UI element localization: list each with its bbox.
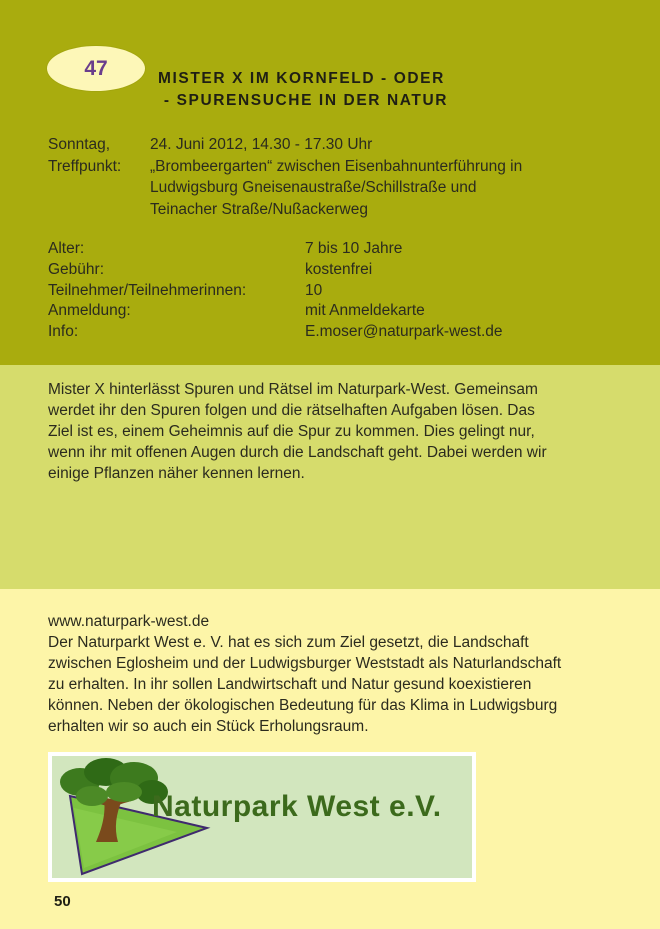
fact-row [48, 239, 503, 260]
fact-row [48, 322, 503, 343]
event-title-line: MISTER X IM KORNFELD - ODER [158, 70, 445, 87]
description-line: werdet ihr den Spuren folgen und die rätselhaften Aufgaben lösen. Das [48, 402, 535, 419]
meeting-line: Ludwigsburg Gneisenaustraße/Schillstraße und [150, 179, 477, 196]
fact-label: Alter: [48, 240, 85, 257]
date-value: 24. Juni 2012, 14.30 - 17.30 Uhr [150, 136, 373, 153]
fact-row [48, 281, 503, 302]
event-number-badge [47, 46, 145, 91]
event-title-line: - SPURENSUCHE IN DER NATUR [158, 92, 449, 109]
date-row [48, 134, 590, 156]
organizer-line: können. Neben der ökologischen Bedeutung für das Klima in Ludwigsburg [48, 697, 558, 714]
fact-row [48, 260, 503, 281]
meeting-label: Treffpunkt: [48, 157, 122, 175]
fact-value: kostenfrei [305, 260, 373, 278]
event-datetime-block [48, 134, 590, 220]
meeting-value [150, 156, 590, 221]
info-email[interactable]: E.moser@naturpark-west.de [305, 323, 503, 341]
description-line: wenn ihr mit offenen Augen durch die Landschaft geht. Dabei werden wir [48, 444, 547, 461]
fact-value: mit Anmeldekarte [305, 302, 425, 320]
event-number: 47 [84, 56, 108, 80]
logo-background [52, 756, 472, 878]
meeting-row [48, 156, 590, 221]
logo-text: Naturpark West e.V. [152, 790, 442, 823]
fact-row [48, 301, 503, 322]
description-line: einige Pflanzen näher kennen lernen. [48, 465, 305, 482]
page-number: 50 [54, 893, 71, 910]
description-line: Ziel ist es, einem Geheimnis auf die Spur zu kommen. Dies gelingt nur, [48, 423, 535, 440]
organizer-line: erhalten wir so auch ein Stück Erholungsraum. [48, 718, 369, 735]
fact-value: 7 bis 10 Jahre [305, 240, 403, 257]
fact-label: Gebühr: [48, 260, 105, 278]
event-title [158, 68, 448, 112]
organizer-website[interactable]: www.naturpark-west.de [48, 613, 210, 630]
description-line: Mister X hinterlässt Spuren und Rätsel im Naturpark-West. Gemeinsam [48, 381, 538, 398]
event-facts [48, 239, 503, 343]
organizer-logo [48, 752, 476, 882]
organizer-text [48, 611, 633, 737]
organizer-line: zwischen Eglosheim und der Ludwigsburger Weststadt als Naturlandschaft [48, 655, 562, 672]
organizer-line: zu erhalten. In ihr sollen Landwirtschaft und Natur gesund koexistieren [48, 676, 532, 693]
organizer-line: Der Naturparkt West e. V. hat es sich zum Ziel gesetzt, die Landschaft [48, 634, 529, 651]
fact-value: 10 [305, 281, 323, 299]
meeting-line: „Brombeergarten“ zwischen Eisenbahnunterführung in [150, 157, 523, 175]
fact-label: Teilnehmer/Teilnehmerinnen: [48, 281, 247, 299]
fact-label: Info: [48, 323, 79, 341]
fact-label: Anmeldung: [48, 302, 131, 320]
meeting-line: Teinacher Straße/Nußackerweg [150, 200, 368, 218]
event-description [48, 379, 628, 484]
date-label: Sonntag, [48, 136, 111, 153]
